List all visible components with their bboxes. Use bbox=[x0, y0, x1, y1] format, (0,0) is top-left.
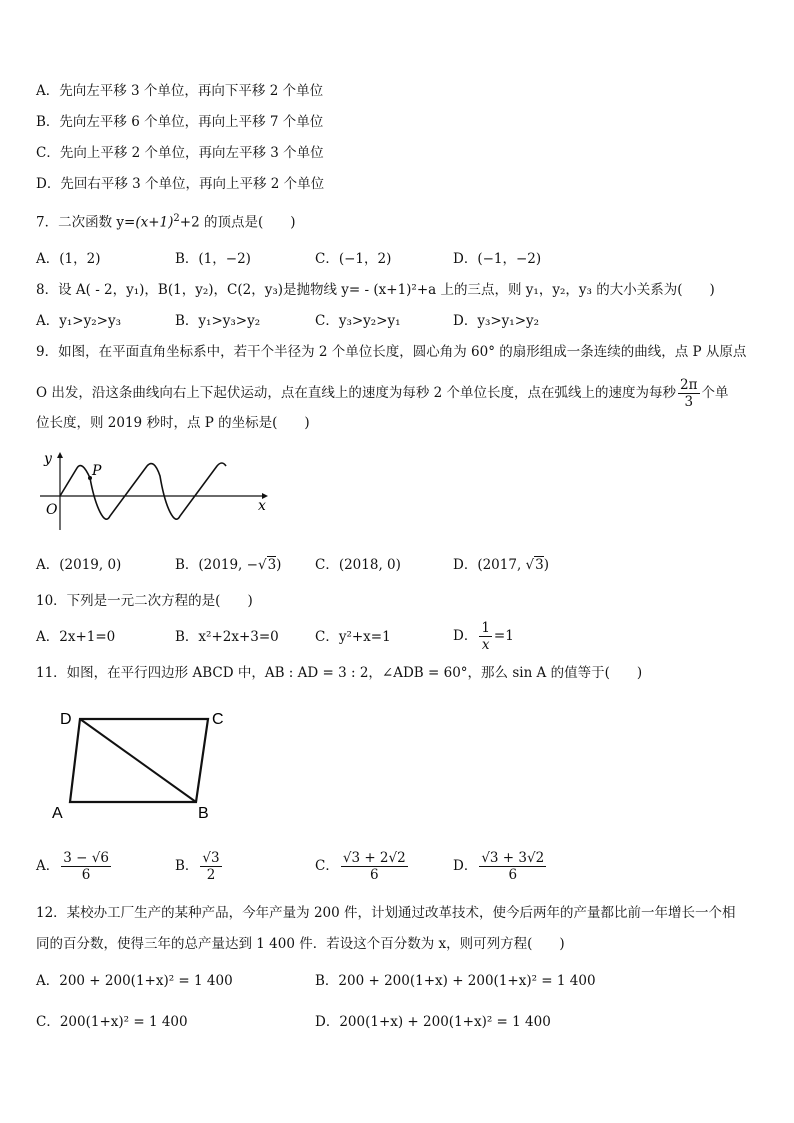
q12-option-b: B．200 + 200(1+x) + 200(1+x)² = 1 400 bbox=[315, 973, 596, 989]
q9-label-x: x bbox=[258, 498, 266, 514]
q9-fraction-numerator: 2π bbox=[680, 377, 698, 393]
q9-option-a: A．(2019, 0) bbox=[36, 557, 122, 573]
q9-option-c: C．(2018, 0) bbox=[315, 557, 401, 573]
q6-option-a: A．先向左平移 3 个单位，再向下平移 2 个单位 bbox=[36, 83, 324, 99]
q11-option-b-denominator: 2 bbox=[206, 867, 216, 883]
q11-option-c-fraction bbox=[341, 850, 408, 883]
q9-option-b-pre: B．(2019, − bbox=[175, 557, 258, 573]
q9-fraction-denominator: 3 bbox=[684, 394, 694, 410]
q8-option-c: C．y₃>y₂>y₁ bbox=[315, 313, 401, 329]
q8-option-b: B．y₁>y₃>y₂ bbox=[175, 313, 261, 329]
q11-label-a: A bbox=[52, 805, 63, 822]
q7-stem-pre: 7．二次函数 y= bbox=[36, 214, 136, 231]
q9-option-d: D．(2017, √3) bbox=[453, 557, 550, 573]
q12-stem-line2: 同的百分数，使得三年的总产量达到 1 400 件．若设这个百分数为 x，则可列方程( ) bbox=[36, 936, 565, 952]
q9-label-p: P bbox=[92, 463, 102, 479]
q11-option-d-denominator: 6 bbox=[508, 867, 518, 883]
q11-option-c-numerator: √3 + 2√2 bbox=[342, 850, 406, 866]
q12-stem-line1: 12．某校办工厂生产的某种产品，今年产量为 200 件，计划通过改革技术，使今后两年的产量都比前一年增长一个相 bbox=[36, 905, 736, 921]
q7-option-c: C．(−1，2) bbox=[315, 251, 392, 267]
q11-label-c: C bbox=[212, 711, 224, 728]
q11-option-a-fraction bbox=[61, 850, 111, 883]
q11-option-a-label: A． bbox=[36, 858, 60, 874]
q6-option-d: D．先回右平移 3 个单位，再向上平移 2 个单位 bbox=[36, 176, 325, 192]
q11-option-d-numerator: √3 + 3√2 bbox=[481, 850, 545, 866]
q10-option-d-denominator: x bbox=[481, 637, 490, 653]
q6-option-c: C．先向上平移 2 个单位，再向左平移 3 个单位 bbox=[36, 145, 324, 161]
q7-option-a: A．(1，2) bbox=[36, 251, 101, 267]
q11-option-a-denominator: 6 bbox=[81, 867, 91, 883]
q11-option-a bbox=[36, 850, 113, 883]
q11-option-d-fraction bbox=[479, 850, 546, 883]
q7-stem-expr: (x+1) bbox=[135, 214, 174, 231]
q11-option-d-label: D． bbox=[453, 858, 478, 874]
q11-stem: 11．如图，在平行四边形 ABCD 中，AB : AD = 3 : 2，∠ADB = 60°，那么 sin A 的值等于( ) bbox=[36, 665, 643, 681]
q7-stem-exponent: 2 bbox=[173, 213, 180, 224]
q10-option-b: B．x²+2x+3=0 bbox=[175, 629, 279, 645]
q11-option-d bbox=[453, 850, 548, 883]
q11-diagonal-bd bbox=[80, 719, 196, 802]
q12-option-c: C．200(1+x)² = 1 400 bbox=[36, 1014, 188, 1030]
q10-option-d-label: D． bbox=[453, 628, 478, 644]
q10-option-d-numerator: 1 bbox=[481, 620, 490, 636]
q9-stem-line3: 位长度，则 2019 秒时，点 P 的坐标是( ) bbox=[36, 415, 310, 431]
q9-line2-post: 个单 bbox=[701, 385, 729, 401]
q11-option-b-numerator: √3 bbox=[202, 850, 220, 866]
q8-option-d: D．y₃>y₁>y₂ bbox=[453, 313, 540, 329]
q9-label-o: O bbox=[46, 502, 58, 518]
q9-option-b-root: 3 bbox=[267, 557, 277, 573]
q7-option-d: D．(−1，−2) bbox=[453, 251, 542, 267]
q9-stem-line1: 9．如图，在平面直角坐标系中，若干个半径为 2 个单位长度，圆心角为 60° 的扇形组成一条连续的曲线，点 P 从原点 bbox=[36, 344, 747, 360]
q11-option-c-label: C． bbox=[315, 858, 339, 874]
q11-option-b-label: B． bbox=[175, 858, 199, 874]
q11-option-b bbox=[175, 850, 224, 883]
q9-option-b: B．(2019, −√3) bbox=[175, 557, 282, 573]
q12-option-d: D．200(1+x) + 200(1+x)² = 1 400 bbox=[315, 1014, 551, 1030]
q8-stem: 8．设 A( - 2，y₁)，B(1，y₂)，C(2，y₃)是抛物线 y= - (x+1)²+a 上的三点，则 y₁，y₂，y₃ 的大小关系为( ) bbox=[36, 282, 715, 298]
q9-option-d-root: 3 bbox=[535, 557, 544, 573]
q10-option-d-post: =1 bbox=[493, 628, 514, 644]
q11-label-d: D bbox=[60, 711, 72, 728]
q11-option-c-denominator: 6 bbox=[369, 867, 379, 883]
q9-option-b-post: ) bbox=[276, 557, 282, 573]
q11-option-c bbox=[315, 850, 410, 883]
q9-option-d-pre: D．(2017, bbox=[453, 557, 526, 573]
q11-option-a-numerator: 3 − √6 bbox=[63, 850, 109, 866]
q7-stem-post: +2 的顶点是( ) bbox=[179, 214, 296, 231]
q9-option-d-post: ) bbox=[543, 557, 550, 573]
q7-option-b: B．(1，−2) bbox=[175, 251, 251, 267]
q11-label-b: B bbox=[198, 805, 209, 822]
q10-option-a: A．2x+1=0 bbox=[36, 629, 116, 645]
q10-stem: 10．下列是一元二次方程的是( ) bbox=[36, 593, 253, 609]
q9-line2-pre: O 出发，沿这条曲线向右上下起伏运动，点在直线上的速度为每秒 2 个单位长度，点在弧线上的速度为每秒 bbox=[36, 385, 677, 401]
q12-option-a: A．200 + 200(1+x)² = 1 400 bbox=[36, 973, 233, 989]
q8-option-a: A．y₁>y₂>y₃ bbox=[36, 313, 121, 329]
q6-option-b: B．先向左平移 6 个单位，再向上平移 7 个单位 bbox=[36, 114, 324, 130]
q9-label-y: y bbox=[44, 451, 52, 467]
q10-option-c: C．y²+x=1 bbox=[315, 629, 391, 645]
q11-option-b-fraction bbox=[200, 850, 221, 883]
